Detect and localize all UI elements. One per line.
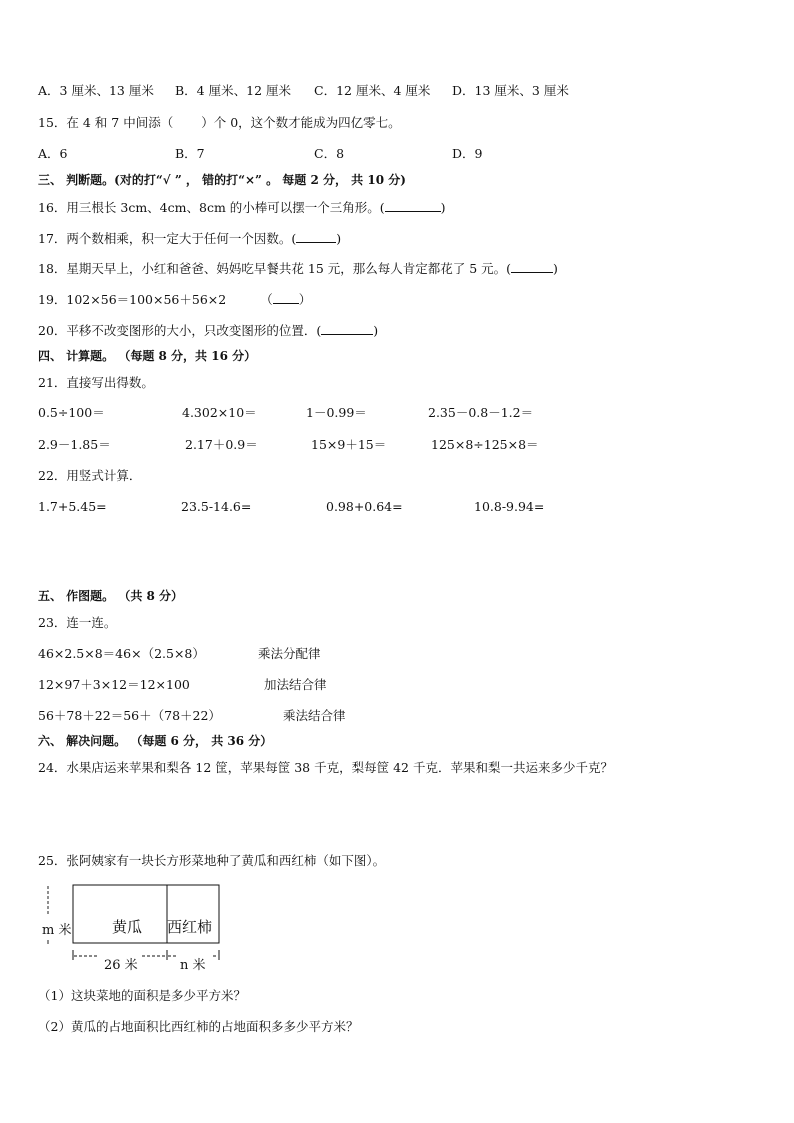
q15-option-d: D．9: [452, 146, 483, 161]
cucumber-region-label: 黄瓜: [112, 918, 143, 936]
q17-text: 17．两个数相乘，积一定大于任何一个因数。(: [38, 231, 297, 246]
q14-option-d: D．13 厘米、3 厘米: [452, 83, 569, 98]
q25-stem: 25．张阿姨家有一块长方形菜地种了黄瓜和西红柿（如下图）。: [38, 853, 386, 868]
q18: [38, 260, 558, 277]
q19-expression: 19．102×56＝100×56＋56×2: [38, 292, 227, 307]
section-3-title: 三、 判断题。(对的打“√ ” ， 错的打“×” 。 每题 2 分， 共 10 分): [38, 173, 406, 187]
q21-item: 0.5÷100＝: [38, 405, 105, 420]
q20-text: 20．平移不改变图形的大小，只改变图形的位置．(: [38, 323, 322, 338]
q14-option-b: B．4 厘米、12 厘米: [175, 83, 291, 98]
q22-item: 1.7+5.45=: [38, 499, 107, 514]
q17-answer-blank[interactable]: [296, 230, 336, 243]
width2-label: n 米: [180, 958, 206, 973]
q17-close: ): [336, 231, 342, 246]
q25-sub1: （1）这块菜地的面积是多少平方米？: [38, 988, 246, 1003]
q22-stem: 22．用竖式计算．: [38, 468, 142, 483]
q25-sub2: （2）黄瓜的占地面积比西红柿的占地面积多多少平方米？: [38, 1019, 359, 1034]
q21-item: 1－0.99＝: [306, 405, 367, 420]
q19-close: ）: [298, 292, 312, 307]
q23-right-item[interactable]: 乘法结合律: [283, 708, 346, 723]
q15-stem-post: ）个 0，这个数才能成为四亿零七。: [201, 115, 401, 130]
q17: [38, 230, 341, 247]
q15-option-a: A．6: [38, 146, 68, 161]
q15-option-b: B．7: [175, 146, 205, 161]
q20: [38, 322, 378, 339]
q24-text: 24．水果店运来苹果和梨各 12 筐，苹果每筐 38 千克，梨每筐 42 千克．苹果和梨一共运来多少千克？: [38, 760, 613, 775]
q23-right-item[interactable]: 加法结合律: [264, 677, 327, 692]
q16-text: 16．用三根长 3cm、4cm、8cm 的小棒可以摆一个三角形。(: [38, 200, 385, 215]
q23-right-item[interactable]: 乘法分配律: [258, 646, 321, 661]
q14-option-a: A．3 厘米、13 厘米: [38, 83, 154, 98]
q21-item: 2.9－1.85＝: [38, 437, 111, 452]
section-4-title: 四、 计算题。 （每题 8 分，共 16 分）: [38, 349, 257, 363]
q15-stem-pre: 15．在 4 和 7 中间添（: [38, 115, 174, 130]
q23-stem: 23．连一连。: [38, 615, 117, 630]
section-6-title: 六、 解决问题。 （每题 6 分， 共 36 分）: [38, 734, 273, 748]
q20-close: ): [373, 323, 379, 338]
q19: [38, 291, 311, 308]
garden-diagram: [38, 880, 238, 980]
q21-item: 15×9＋15＝: [311, 437, 387, 452]
q16-answer-blank[interactable]: [385, 199, 441, 212]
q21-item: 2.17＋0.9＝: [185, 437, 258, 452]
tomato-region-label: 西红柿: [167, 918, 213, 936]
height-label: m 米: [42, 923, 72, 938]
q20-answer-blank[interactable]: [321, 322, 373, 335]
width1-label: 26 米: [104, 958, 138, 973]
q21-item: 125×8÷125×8＝: [431, 437, 539, 452]
q22-item: 10.8-9.94=: [474, 499, 545, 514]
q18-text: 18．星期天早上，小红和爸爸、妈妈吃早餐共花 15 元，那么每人肯定都花了 5 元。(: [38, 261, 512, 276]
q23-left-item[interactable]: 12×97＋3×12＝12×100: [38, 677, 190, 692]
q19-open: （: [260, 292, 273, 307]
q21-item: 4.302×10＝: [182, 405, 257, 420]
q23-left-item[interactable]: 46×2.5×8＝46×（2.5×8）: [38, 646, 205, 661]
section-5-title: 五、 作图题。 （共 8 分）: [38, 589, 184, 603]
q16-close: ): [440, 200, 446, 215]
q18-answer-blank[interactable]: [511, 260, 553, 273]
q22-item: 0.98+0.64=: [326, 499, 403, 514]
q23-left-item[interactable]: 56＋78＋22＝56＋（78＋22）: [38, 708, 221, 723]
q16: [38, 199, 446, 216]
q15-option-c: C．8: [314, 146, 345, 161]
q21-item: 2.35－0.8－1.2＝: [428, 405, 534, 420]
q22-item: 23.5-14.6=: [181, 499, 252, 514]
q19-answer-blank[interactable]: [273, 291, 299, 304]
q15-stem: [38, 115, 401, 131]
q18-close: ): [553, 261, 558, 276]
q14-option-c: C．12 厘米、4 厘米: [314, 83, 431, 98]
q21-stem: 21．直接写出得数。: [38, 375, 154, 390]
